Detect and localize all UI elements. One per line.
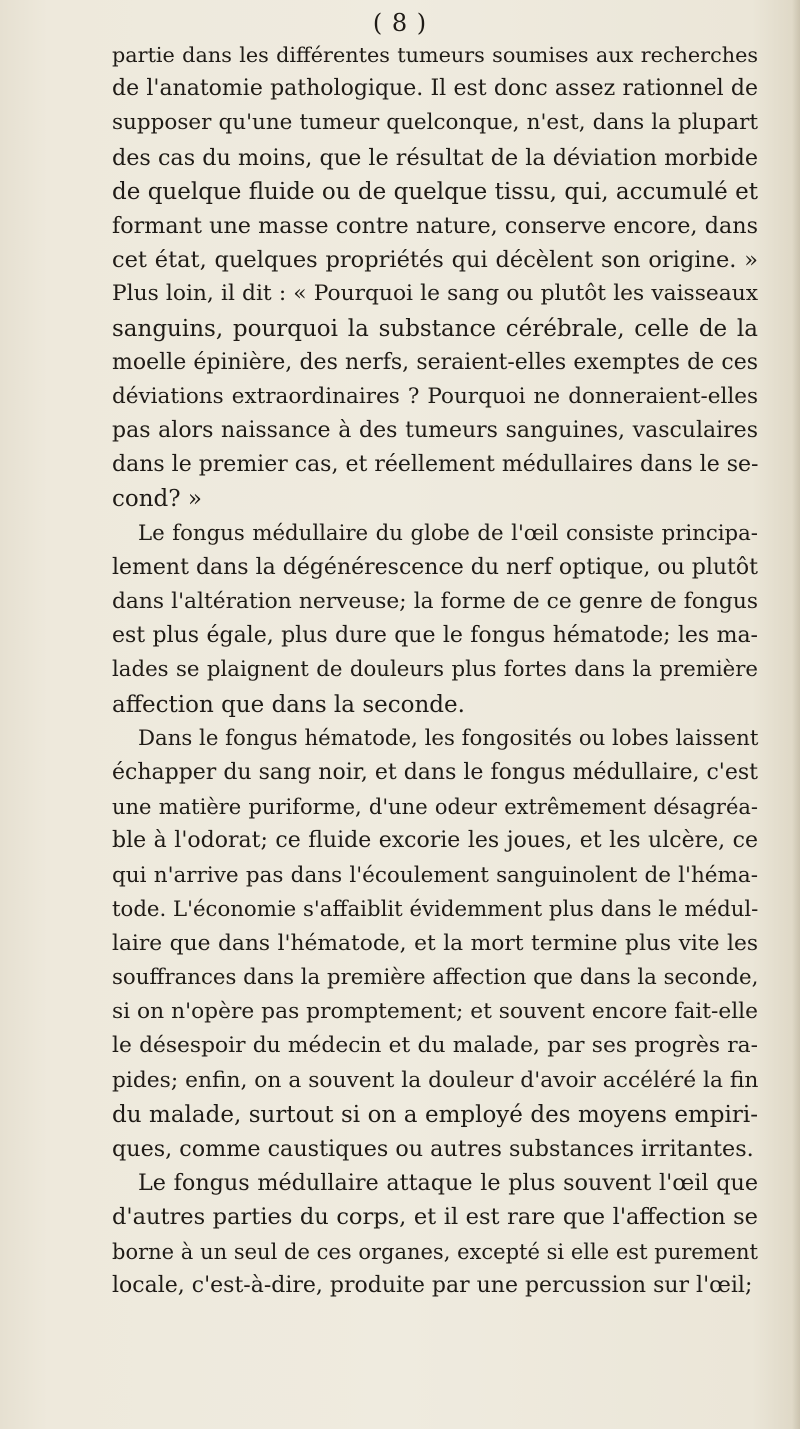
text-line: échapper du sang noir, et dans le fongus médullaire, c'est xyxy=(112,759,758,785)
text-line: Le fongus médullaire attaque le plus souvent l'œil que xyxy=(138,1170,758,1197)
text-line: le désespoir du médecin et du malade, par ses progrès ra- xyxy=(112,1033,758,1059)
text-line: souffrances dans la première affection que dans la seconde, xyxy=(112,965,759,991)
text-line: de l'anatomie pathologique. Il est donc assez rationnel de xyxy=(112,76,758,102)
text-line: cet état, quelques propriétés qui décèlent son origine. » xyxy=(112,247,758,274)
text-line: formant une masse contre nature, conserve encore, dans xyxy=(112,212,758,239)
page-edge-shadow xyxy=(792,0,800,1429)
text-line: déviations extraordinaires ? Pourquoi ne donneraient-elles xyxy=(112,383,758,409)
text-line: ques, comme caustiques ou autres substances irritantes. xyxy=(112,1136,754,1162)
text-line: ble à l'odorat; ce fluide excorie les joues, et les ulcère, ce xyxy=(112,828,758,854)
text-line: du malade, surtout si on a employé des moyens empiri- xyxy=(112,1101,758,1128)
text-line: supposer qu'une tumeur quelconque, n'est, dans la plupart xyxy=(112,110,758,136)
text-line: dans le premier cas, et réellement médullaires dans le se- xyxy=(112,452,759,478)
text-line: est plus égale, plus dure que le fongus hématode; les ma- xyxy=(112,623,758,649)
text-line: cond? » xyxy=(112,486,202,513)
text-line: moelle épinière, des nerfs, seraient-elles exemptes de ces xyxy=(112,349,758,375)
text-line: lement dans la dégénérescence du nerf optique, ou plutôt xyxy=(112,554,758,580)
text-line: des cas du moins, que le résultat de la déviation morbide xyxy=(112,144,758,171)
text-line: laire que dans l'hématode, et la mort termine plus vite les xyxy=(112,930,758,956)
text-line: une matière puriforme, d'une odeur extrêmement désagréa- xyxy=(112,795,758,820)
text-line: d'autres parties du corps, et il est rare que l'affection se xyxy=(112,1204,758,1231)
text-line: Le fongus médullaire du globe de l'œil consiste principa- xyxy=(138,520,758,546)
text-line: pas alors naissance à des tumeurs sanguines, vasculaires xyxy=(112,418,758,444)
text-line: pides; enfin, on a souvent la douleur d'avoir accéléré la fin xyxy=(112,1067,759,1093)
text-line: Dans le fongus hématode, les fongosités ou lobes laissent xyxy=(138,725,759,751)
text-line: sanguins, pourquoi la substance cérébrale, celle de la xyxy=(112,315,758,342)
text-line: qui n'arrive pas dans l'écoulement sanguinolent de l'héma- xyxy=(112,862,758,888)
page-number: ( 8 ) xyxy=(372,9,428,37)
text-line: de quelque fluide ou de quelque tissu, qui, accumulé et xyxy=(112,178,758,205)
text-line: si on n'opère pas promptement; et souvent encore fait-elle xyxy=(112,999,758,1025)
text-line: Plus loin, il dit : « Pourquoi le sang ou plutôt les vaisseaux xyxy=(112,281,758,307)
text-line: tode. L'économie s'affaiblit évidemment plus dans le médul- xyxy=(112,896,759,922)
text-line: locale, c'est-à-dire, produite par une percussion sur l'œil; xyxy=(112,1272,753,1298)
text-line: borne à un seul de ces organes, excepté si elle est purement xyxy=(112,1239,758,1264)
text-line: lades se plaignent de douleurs plus fortes dans la première xyxy=(112,657,758,683)
text-line: dans l'altération nerveuse; la forme de ce genre de fongus xyxy=(112,589,758,614)
body-text xyxy=(112,38,758,1303)
text-line: affection que dans la seconde. xyxy=(112,691,465,718)
text-line: partie dans les différentes tumeurs soumises aux recherches xyxy=(112,43,758,67)
